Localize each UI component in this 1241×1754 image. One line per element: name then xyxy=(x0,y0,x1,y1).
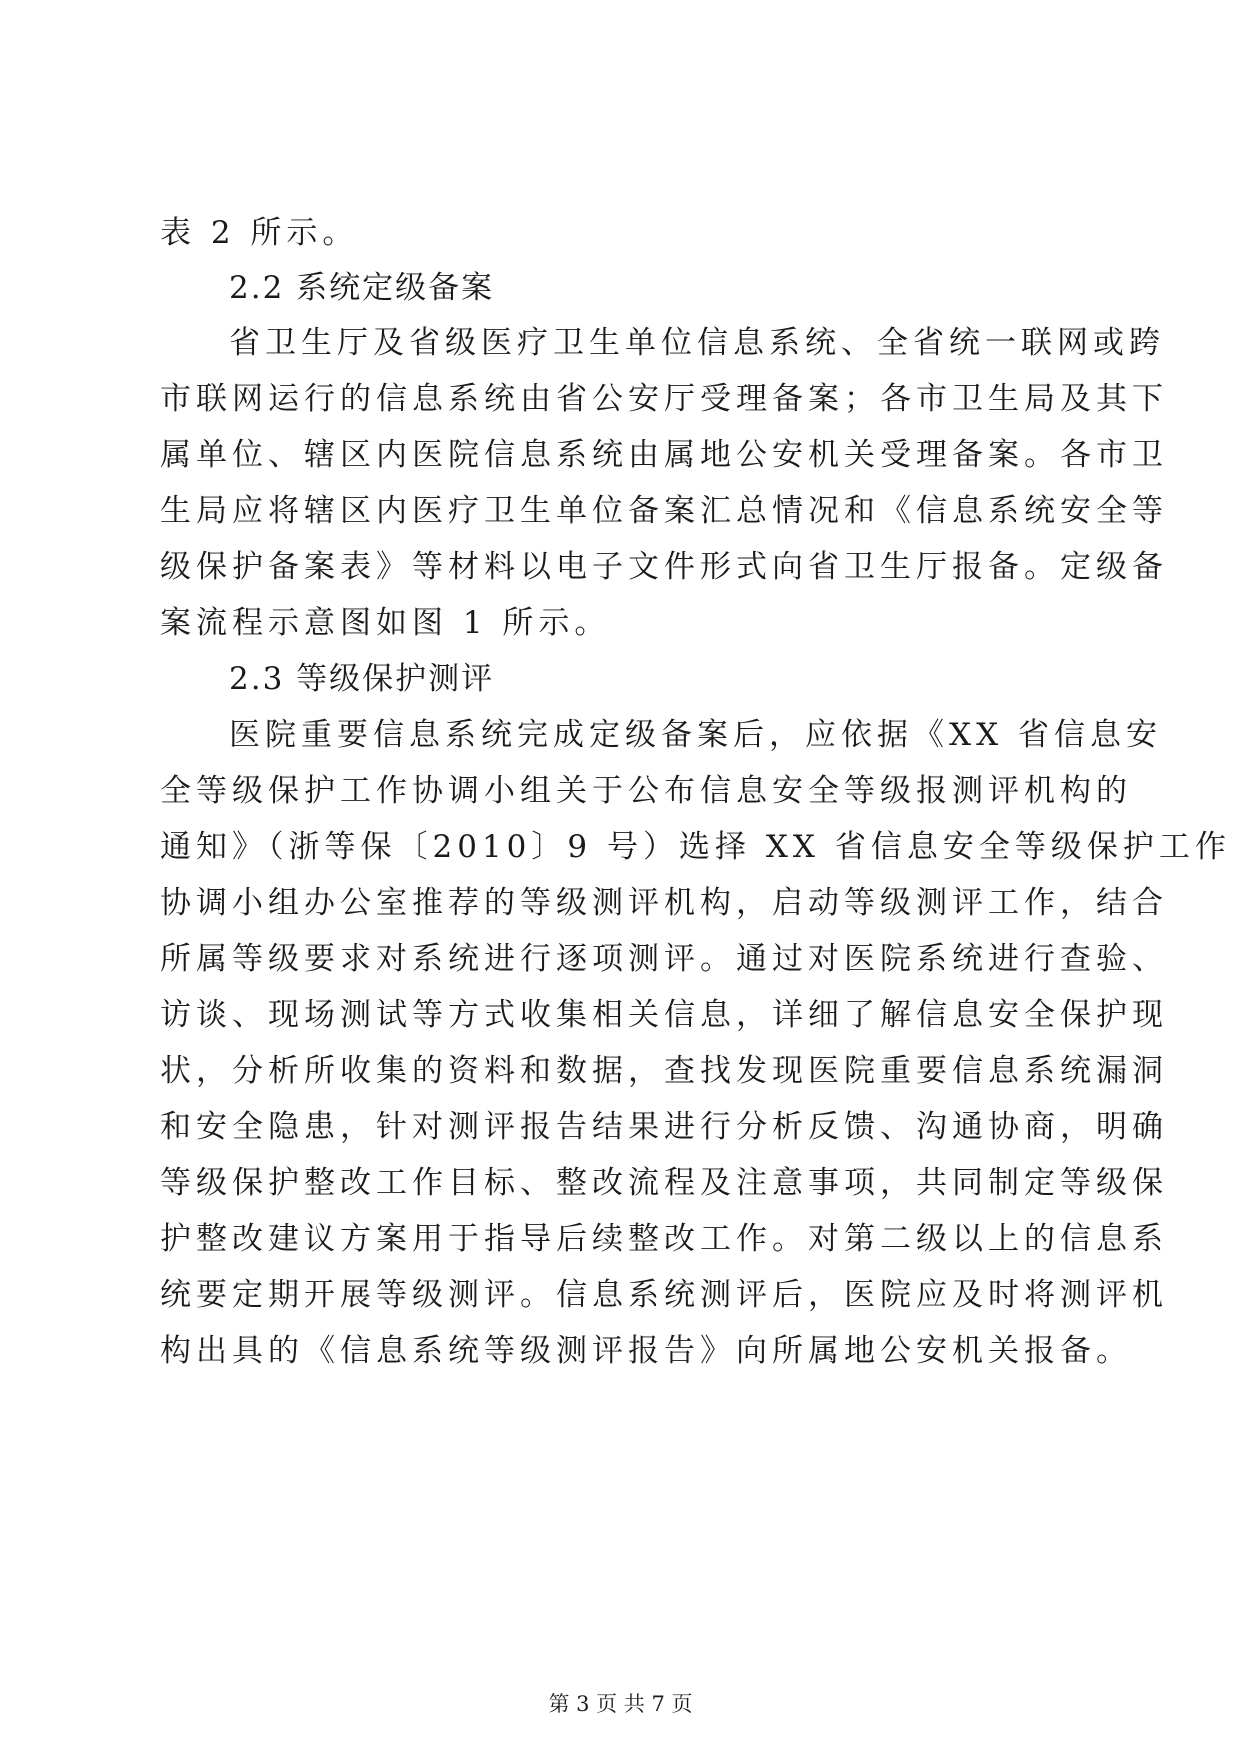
text-line: 和安全隐患，针对测评报告结果进行分析反馈、沟通协商，明确 xyxy=(160,1109,1168,1145)
text-line: 全等级保护工作协调小组关于公布信息安全等级报测评机构的 xyxy=(160,773,1132,809)
text-line: 级保护备案表》等材料以电子文件形式向省卫生厅报备。定级备 xyxy=(160,549,1168,585)
text-line: 医院重要信息系统完成定级备案后，应依据《XX 省信息安 xyxy=(229,717,1162,753)
section-heading: 2.2 系统定级备案 xyxy=(229,270,495,306)
text-line: 市联网运行的信息系统由省公安厅受理备案；各市卫生局及其下 xyxy=(160,381,1168,417)
text-line: 构出具的《信息系统等级测评报告》向所属地公安机关报备。 xyxy=(160,1333,1132,1369)
page-number-footer: 第 3 页 共 7 页 xyxy=(548,1692,693,1716)
text-line: 统要定期开展等级测评。信息系统测评后，医院应及时将测评机 xyxy=(160,1277,1168,1313)
text-line: 所属等级要求对系统进行逐项测评。通过对医院系统进行查验、 xyxy=(160,941,1168,977)
text-line: 省卫生厅及省级医疗卫生单位信息系统、全省统一联网或跨 xyxy=(229,325,1165,361)
text-line: 护整改建议方案用于指导后续整改工作。对第二级以上的信息系 xyxy=(160,1221,1168,1257)
text-line: 协调小组办公室推荐的等级测评机构，启动等级测评工作，结合 xyxy=(160,885,1168,921)
text-line: 表 2 所示。 xyxy=(160,215,359,251)
text-line: 案流程示意图如图 1 所示。 xyxy=(160,605,611,641)
text-line: 状，分析所收集的资料和数据，查找发现医院重要信息系统漏洞 xyxy=(160,1053,1168,1089)
text-line: 等级保护整改工作目标、整改流程及注意事项，共同制定等级保 xyxy=(160,1165,1168,1201)
section-heading: 2.3 等级保护测评 xyxy=(229,661,495,697)
text-line: 访谈、现场测试等方式收集相关信息，详细了解信息安全保护现 xyxy=(160,997,1168,1033)
text-line: 生局应将辖区内医疗卫生单位备案汇总情况和《信息系统安全等 xyxy=(160,493,1168,529)
text-line: 属单位、辖区内医院信息系统由属地公安机关受理备案。各市卫 xyxy=(160,437,1168,473)
text-line: 通知》（浙等保〔2010〕9 号）选择 XX 省信息安全等级保护工作 xyxy=(160,829,1231,865)
